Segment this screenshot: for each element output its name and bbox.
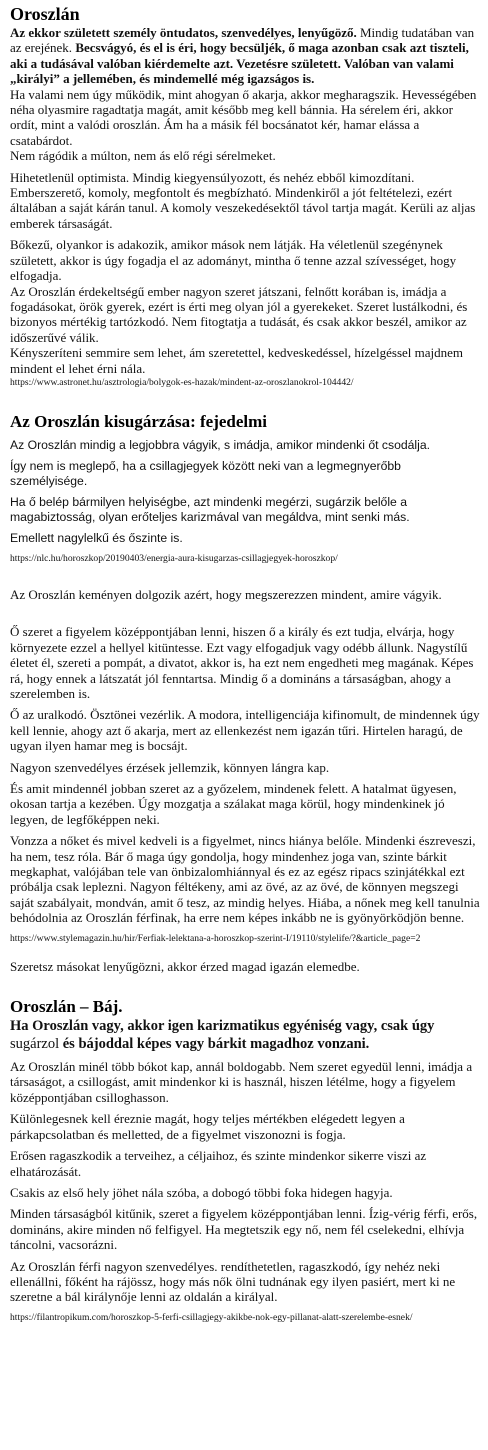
source-link[interactable]: https://nlc.hu/horoszkop/20190403/energia-aura-kisugarzas-csillagjegyek-horoszkop/	[10, 552, 338, 564]
paragraph: Vonzza a nőket és mivel kedveli is a figyelmet, nincs hiánya belőle. Mindenki észreveszi, ha nem, tesz róla. Bár ő maga úgy gondolja, hogy mindenhez joga van, szinte bárkit megkaphat, valójában tele van önbizalomhiánnyal és ez az egész ripacs szinjátékkal ezt próbálja csak leplezni. Nagyon féltékeny, ami az övé, az az övé, de könnyen megszegi saját szabályait, mondván, amit ő tesz, az mindig helyes. Hiába, a nőnek meg kell tanulnia behódolnia az Oroszlán férfinak, ha erre nem képes inkább ne is gyönyörködjön benne.	[10, 833, 480, 926]
paragraph: Az Oroszlán mindig a legjobbra vágyik, s imádja, amikor mindenki őt csodálja.	[10, 437, 430, 452]
paragraph: Minden társaságból kitűnik, szeret a figyelem középpontjában lenni. Ízig-vérig férfi, erős, domináns, akire minden nő felfigyel. Ha megtetszik egy nő, nem fél cselekedni, elhívja táncolni, vacsorázni.	[10, 1206, 478, 1253]
paragraph: Így nem is meglepő, ha a csillagjegyek között neki van a legmegnyerőbb személyisége.	[10, 458, 401, 488]
section-title-kisugarzas: Az Oroszlán kisugárzása: fejedelmi	[10, 411, 268, 431]
source-link[interactable]: https://filantropikum.com/horoszkop-5-ferfi-csillagjegy-akikbe-nok-egy-pillanat-alatt-szerelembe-esnek/	[10, 1311, 413, 1323]
paragraph: Különlegesnek kell éreznie magát, hogy teljes mértékben elégedett legyen a párkapcsolatban és melletted, de a figyelmet viszonozni is fogja.	[10, 1111, 405, 1142]
paragraph: Nem rágódik a múlton, nem ás elő régi sérelmeket.	[10, 148, 276, 164]
intro-paragraph	[10, 25, 480, 87]
lead-bold-1: Ha Oroszlán vagy, akkor igen karizmatikus egyéniség vagy, csak úgy	[10, 1018, 435, 1035]
lead-paragraph	[10, 1017, 480, 1053]
source-link[interactable]: https://www.stylemagazin.hu/hir/Ferfiak-lelektana-a-horoszkop-szerint-I/19110/stylelife/?&article_page=2	[10, 932, 421, 944]
paragraph: Ő szeret a figyelem középpontjában lenni, hiszen ő a király és ezt tudja, elvárja, hogy környezete ezzel a hellyel kitüntesse. Ezt vagy elfogadjuk vagy odébb állunk. Nagystílű életet él, szereti a pompát, a divatot, akkor is, ha ezt nem engedheti meg magának. Képes rá, hogy ennek a látszatát jól fenntartsa. Mindig ő a domináns a társaságban, ahogy a szerelemben is.	[10, 624, 474, 701]
paragraph: Emellett nagylelkű és őszinte is.	[10, 530, 183, 545]
intro-normal: Mindig tudatában van az erejének.	[10, 25, 475, 56]
paragraph: Ő az uralkodó. Ösztönei vezérlik. A modora, intelligenciája kifinomult, de mindennek úgy kell lennie, ahogy azt ő akarja, mert az ellenkezést nem igazán tűri. Hirtelen haragú, de ugyan ilyen hamar meg is bocsájt.	[10, 707, 480, 754]
paragraph: Az Oroszlán férfi nagyon szenvedélyes. rendíthetetlen, ragaszkodó, így nehéz neki ellenállni, főként ha rájössz, hogy más nők ölni tudnának egy ilyen pasiért, mert ki ne szeretne a bál királynője lenni az oldalán a királyal.	[10, 1258, 456, 1305]
lead-bold-2: és bájoddal képes vagy bárkit magadhoz vonzani.	[62, 1036, 370, 1053]
paragraph: Az Oroszlán keményen dolgozik azért, hogy megszerezzen mindent, amire vágyik.	[10, 586, 442, 602]
paragraph: Csakis az első hely jöhet nála szóba, a dobogó többi foka hidegen hagyja.	[10, 1184, 393, 1200]
lead-normal: sugárzol	[10, 1036, 63, 1053]
paragraph: Bőkezű, olyankor is adakozik, amikor mások nem látják. Ha véletlenül szegénynek született, akkor is úgy fogadja el az adományt, mintha ő tenne azzal szívességet, hogy elfogadja.	[10, 237, 457, 284]
paragraph: Kényszeríteni semmire sem lehet, ám szeretettel, kedveskedéssel, hízelgéssel majdnem mindent el lehet érni nála.	[10, 345, 464, 376]
intro-bold-1: Az ekkor született személy öntudatos, szenvedélyes, lenyűgöző.	[10, 25, 357, 40]
paragraph: Ha ő belép bármilyen helyiségbe, azt mindenki megérzi, sugárzik belőle a magabiztosság, olyan erőteljes karizmával van megáldva, mint senki más.	[10, 494, 410, 524]
source-link[interactable]: https://www.astronet.hu/asztrologia/bolygok-es-hazak/mindent-az-oroszlanokrol-104442/	[10, 376, 354, 388]
paragraph: Ha valami nem úgy működik, mint ahogyan ő akarja, akkor megharagszik. Hevességében néha olyasmire ragadtatja magát, amit később meg kell bánnia. Ha sérelem éri, akkor ordít, mint a valódi oroszlán. Ám ha a másik fél bocsánatot kér, hamar elássa a csatabárdot.	[10, 86, 477, 148]
section-title-oroszlan: Oroszlán	[10, 4, 80, 24]
paragraph: Erősen ragaszkodik a terveihez, a céljaihoz, és szinte mindenkor sikerre viszi az elhatározását.	[10, 1148, 427, 1179]
paragraph: Szeretsz másokat lenyűgözni, akkor érzed magad igazán elemedbe.	[10, 958, 360, 974]
paragraph: Hihetetlenül optimista. Mindig kiegyensúlyozott, és nehéz ebből kimozdítani. Emberszerető, komoly, megfontolt és megbízható. Mindenkiről a jót feltételezi, ezért általában a saját kárán tanul. A komoly veszekedésektől távol tartja magát. Kerüli az aljas emberek társaságát.	[10, 169, 476, 231]
paragraph: És amit mindennél jobban szeret az a győzelem, mindenek felett. A hatalmat ügyesen, okosan tartja a kezében. Úgy mozgatja a szálakat maga körül, hogy mindenkinek jó legyen, de legfőképpen neki.	[10, 781, 457, 827]
paragraph: Az Oroszlán minél több bókot kap, annál boldogabb. Nem szeret egyedül lenni, imádja a társaságot, a csillogást, amit mindenkor ki is használ, hiszen létélme, hogy a figyelem középpontjában csilloghasson.	[10, 1059, 473, 1105]
section-title-baj: Oroszlán – Báj.	[10, 997, 123, 1017]
paragraph: Az Oroszlán érdekeltségű ember nagyon szeret játszani, felnőtt korában is, imádja a fogadásokat, örök gyerek, ezért is érti meg olyan jól a gyerekeket. Szeret lustálkodni, és bizonyos mértékig tartózkodó. Nem fitogtatja a tudását, és csak akkor beszél, amikor az időszerűvé válik.	[10, 283, 468, 345]
paragraph: Nagyon szenvedélyes érzések jellemzik, könnyen lángra kap.	[10, 759, 330, 775]
intro-bold-2: Becsvágyó, és el is éri, hogy becsüljék, ő maga azonban csak azt tiszteli, aki a tudásával valóban kiérdemelte azt. Vezetésre született. Valóban van valami „királyi” a jellemében, és mindemellé még igazságos is.	[10, 40, 469, 87]
